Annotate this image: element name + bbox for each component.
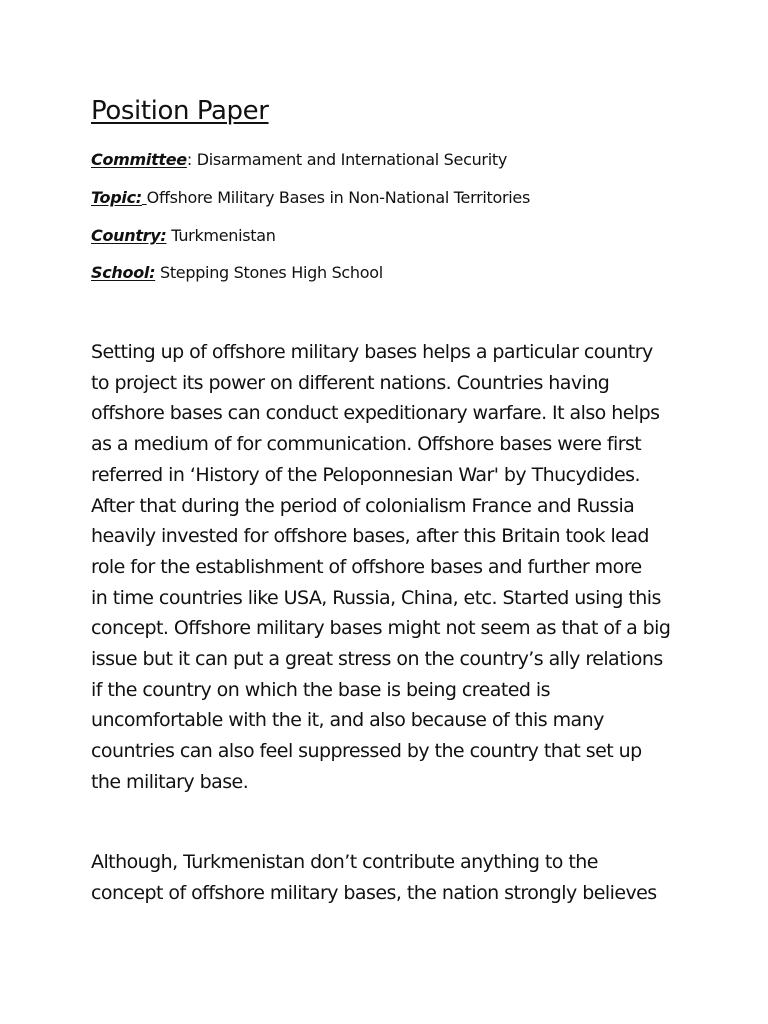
school-label: School:	[91, 263, 156, 282]
paragraph-line: if the country on which the base is being created is	[91, 678, 550, 701]
paragraph-line: After that during the period of colonialism France and Russia	[91, 494, 635, 517]
committee-separator: :	[186, 150, 197, 169]
paragraph-line: to project its power on different nations. Countries having	[91, 371, 610, 394]
topic-line	[91, 188, 530, 207]
paragraph-line: concept of offshore military bases, the nation strongly believes	[91, 881, 657, 904]
body-paragraph-2	[91, 847, 691, 908]
topic-label: Topic:	[91, 188, 142, 207]
paragraph-line: Although, Turkmenistan don’t contribute anything to the	[91, 851, 598, 873]
country-label: Country:	[91, 226, 167, 245]
paragraph-line: concept. Offshore military bases might not seem as that of a big	[91, 617, 671, 640]
school-value: Stepping Stones High School	[159, 263, 383, 282]
country-value: Turkmenistan	[171, 226, 276, 245]
paragraph-line: offshore bases can conduct expeditionary warfare. It also helps	[91, 402, 660, 425]
paragraph-line: the military base.	[91, 770, 249, 793]
country-line	[91, 226, 276, 245]
paragraph-line: uncomfortable with the it, and also because of this many	[91, 709, 604, 732]
committee-line	[91, 150, 507, 169]
paragraph-line: as a medium of for communication. Offshore bases were first	[91, 433, 642, 456]
paragraph-line: issue but it can put a great stress on the country’s ally relations	[91, 648, 663, 671]
school-line	[91, 263, 383, 282]
paragraph-line: heavily invested for offshore bases, after this Britain took lead	[91, 525, 649, 548]
topic-value: Offshore Military Bases in Non-National Territories	[146, 188, 530, 207]
paragraph-line: Setting up of offshore military bases helps a particular country	[91, 341, 653, 363]
paragraph-line: in time countries like USA, Russia, China, etc. Started using this	[91, 586, 661, 609]
paragraph-line: referred in ‘History of the Peloponnesian War' by Thucydides.	[91, 463, 640, 486]
committee-label: Committee	[91, 150, 187, 169]
document-title: Position Paper	[91, 96, 269, 126]
paragraph-line: role for the establishment of offshore bases and further more	[91, 555, 642, 578]
body-paragraph-1	[91, 337, 691, 798]
paragraph-line: countries can also feel suppressed by the country that set up	[91, 740, 642, 763]
committee-value: Disarmament and International Security	[196, 150, 507, 169]
